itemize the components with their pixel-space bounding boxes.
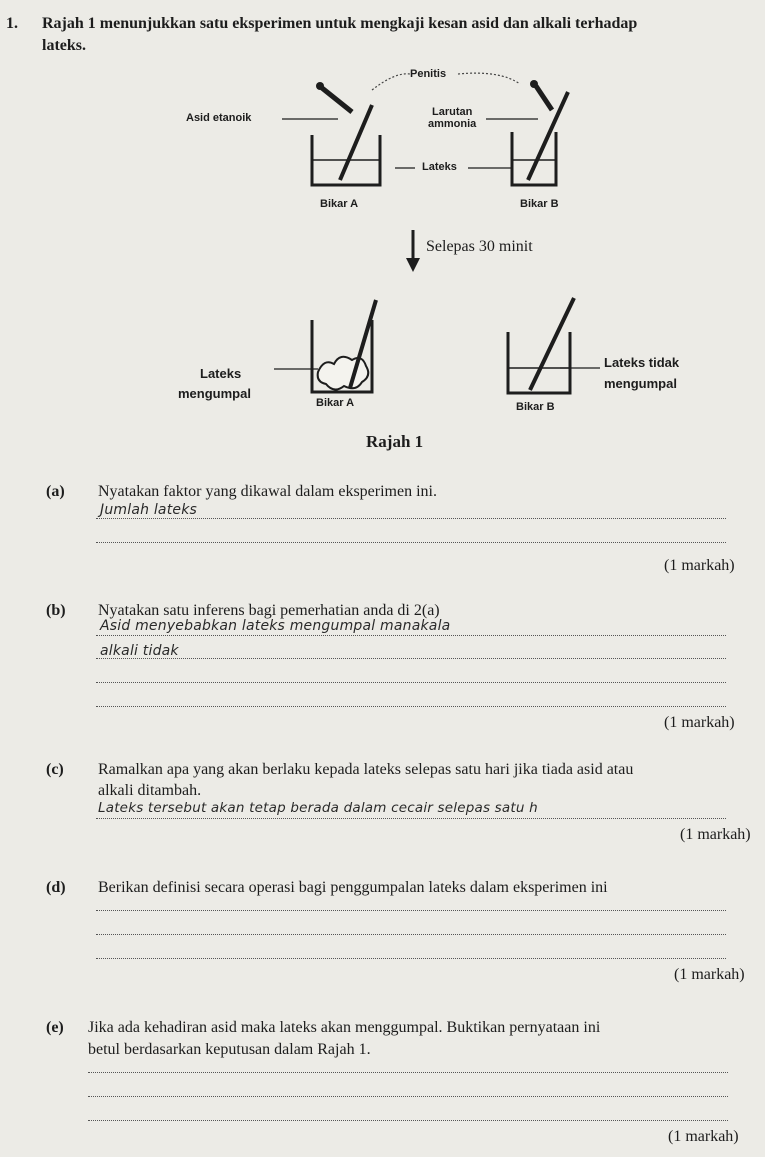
label-acid: Asid etanoik: [186, 112, 252, 124]
part-e-marks: (1 markah): [668, 1128, 739, 1145]
part-b-answer-line2[interactable]: alkali tidak: [100, 643, 179, 659]
part-c-text-line1: Ramalkan apa yang akan berlaku kepada lateks selepas satu hari jika tiada asid atau: [98, 761, 634, 778]
label-ammonia-line1: Larutan: [432, 106, 473, 118]
question-stem-line2: lateks.: [42, 37, 86, 54]
part-a-answer[interactable]: Jumlah lateks: [100, 502, 198, 518]
glass-rod-b-after: [530, 298, 574, 390]
label-beaker-a: Bikar A: [320, 198, 359, 210]
part-c-answer[interactable]: Lateks tersebut akan tetap berada dalam cecair selepas satu h: [98, 800, 538, 816]
part-c-marks: (1 markah): [680, 826, 751, 843]
part-b-answer-line1[interactable]: Asid menyebabkan lateks mengumpal manakala: [100, 618, 451, 634]
beaker-a-before: [312, 105, 380, 185]
glass-rod-a: [340, 105, 372, 180]
part-b-marks: (1 markah): [664, 714, 735, 731]
dropper-left-icon: [316, 82, 352, 112]
part-a-text: Nyatakan faktor yang dikawal dalam eksperimen ini.: [98, 483, 437, 500]
part-c-text-line2: alkali ditambah.: [98, 782, 202, 799]
part-e-label: (e): [46, 1019, 64, 1036]
label-coagulate-line1: Lateks: [200, 366, 242, 381]
beaker-b-after: [508, 298, 574, 393]
label-dropper: Penitis: [410, 68, 447, 80]
answer-line: [96, 658, 726, 659]
part-d-label: (d): [46, 879, 66, 896]
answer-line: [88, 1072, 728, 1073]
beaker-b-before: [512, 92, 568, 185]
answer-line: [96, 910, 726, 911]
label-beaker-b: Bikar B: [520, 198, 559, 210]
answer-line: [96, 518, 726, 519]
answer-line: [96, 934, 726, 935]
figure-caption: Rajah 1: [366, 432, 424, 451]
label-no-coagulate-line2: mengumpal: [604, 376, 677, 391]
label-no-coagulate-line1: Lateks tidak: [604, 355, 680, 370]
question-stem-line1: Rajah 1 menunjukkan satu eksperimen untuk mengkaji kesan asid dan alkali terhadap: [42, 15, 638, 32]
answer-line: [88, 1120, 728, 1121]
part-b-label: (b): [46, 602, 66, 619]
part-b-text: Nyatakan satu inferens bagi pemerhatian anda di 2(a): [98, 602, 440, 619]
label-latex: Lateks: [422, 161, 457, 173]
label-beaker-a-after: Bikar A: [316, 397, 355, 409]
answer-line: [96, 682, 726, 683]
part-c-label: (c): [46, 761, 64, 778]
part-d-marks: (1 markah): [674, 966, 745, 983]
part-a-label: (a): [46, 483, 65, 500]
label-beaker-b-after: Bikar B: [516, 401, 555, 413]
dropper-right-icon: [530, 80, 552, 110]
answer-line: [96, 958, 726, 959]
answer-line: [88, 1096, 728, 1097]
label-ammonia-line2: ammonia: [428, 118, 477, 130]
part-a-marks: (1 markah): [664, 557, 735, 574]
part-e-text-line2: betul berdasarkan keputusan dalam Rajah 1.: [88, 1041, 371, 1058]
label-coagulate-line2: mengumpal: [178, 386, 251, 401]
coagulated-latex-icon: [318, 357, 369, 390]
answer-line: [96, 818, 726, 819]
part-d-text: Berikan definisi secara operasi bagi penggumpalan lateks dalam eksperimen ini: [98, 879, 608, 896]
answer-line: [96, 706, 726, 707]
experiment-diagram: [0, 55, 765, 455]
down-arrow-icon: [406, 230, 420, 272]
beaker-a-after: [312, 300, 376, 392]
label-time-arrow: Selepas 30 minit: [426, 238, 533, 255]
question-number: 1.: [6, 15, 18, 32]
answer-line: [96, 635, 726, 636]
part-e-text-line1: Jika ada kehadiran asid maka lateks akan menggumpal. Buktikan pernyataan ini: [88, 1019, 601, 1036]
answer-line: [96, 542, 726, 543]
